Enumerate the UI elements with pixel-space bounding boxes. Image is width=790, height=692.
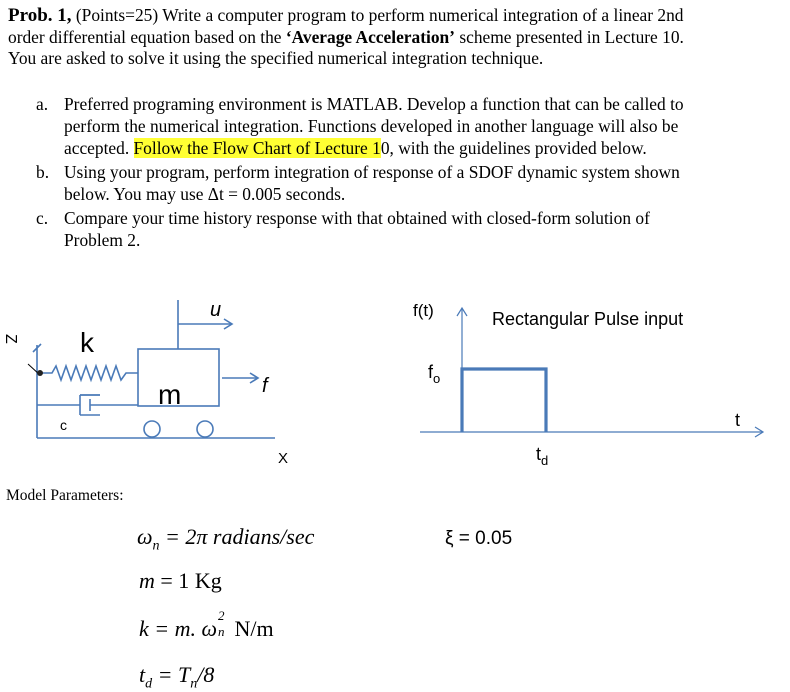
problem-line-2 — [8, 27, 684, 48]
problem-label: Prob. 1, — [8, 5, 72, 26]
wheel-right — [197, 421, 213, 437]
pulse-xlabel: t — [735, 410, 741, 430]
model-parameters-heading: Model Parameters: — [6, 487, 124, 504]
mass-equation: m = 1 Kg — [139, 568, 222, 593]
problem-line2-pre: order differential equation based on the — [8, 27, 286, 47]
task-c-line-2: Problem 2. — [64, 230, 141, 250]
rectangular-pulse — [462, 369, 546, 432]
problem-line-1 — [8, 5, 684, 26]
problem-line-3: You are asked to solve it using the specified numerical integration technique. — [8, 48, 544, 68]
z-axis-label: Z — [2, 334, 19, 344]
mass-label: m — [158, 379, 182, 410]
task-b-line-2: below. You may use Δt = 0.005 seconds. — [64, 184, 346, 204]
pulse-duration-equation: $t_d = T_n/8$ — [139, 662, 215, 692]
pulse-input-figure — [400, 290, 790, 470]
task-a-line-3 — [64, 138, 647, 159]
problem-line1-text: Write a computer program to perform numerical integration of a linear 2nd — [162, 5, 684, 25]
spring-label: k — [80, 327, 94, 358]
task-a-line-2: perform the numerical integration. Functions developed in another language will also be — [64, 116, 679, 136]
damper-label: c — [60, 417, 67, 433]
damping-ratio: ξ = 0.05 — [445, 528, 513, 549]
problem-scheme: ‘Average Acceleration’ — [285, 27, 455, 47]
highlighted-text: Follow the Flow Chart of Lecture 1 — [133, 138, 381, 158]
displacement-label: u — [210, 299, 222, 321]
omega-equation: $\omega_n = 2\pi$ radians/sec — [137, 524, 315, 554]
task-c-marker: c. — [36, 208, 49, 228]
pulse-ylabel: f(t) — [413, 301, 434, 320]
problem-points: (Points=25) — [75, 5, 159, 25]
force-label: f — [262, 375, 268, 397]
task-b-marker: b. — [36, 162, 50, 182]
origin-dot — [37, 370, 43, 376]
task-a-line3-pre: accepted. — [64, 138, 134, 158]
task-b-line-1: Using your program, perform integration of response of a SDOF dynamic system shown — [64, 162, 680, 182]
pulse-duration-label: $t_d$ — [536, 444, 549, 468]
task-a-marker: a. — [36, 94, 49, 114]
task-a-line3-post: 0, with the guidelines provided below. — [380, 138, 647, 158]
task-a-line-1: Preferred programing environment is MATLAB. Develop a function that can be called to — [64, 94, 684, 114]
sdof-system-figure — [0, 285, 400, 475]
x-axis-label: X — [278, 450, 289, 467]
wheel-left — [144, 421, 160, 437]
stiffness-equation: k = m. ω 2 n N/m — [139, 608, 274, 641]
problem-line2-post: scheme presented in Lecture 10. — [454, 27, 684, 47]
pulse-title: Rectangular Pulse input — [492, 309, 684, 329]
spring-zigzag — [40, 366, 138, 380]
task-c-line-1: Compare your time history response with that obtained with closed-form solution of — [64, 208, 650, 228]
pulse-amplitude-label: $f_o$ — [428, 362, 441, 386]
